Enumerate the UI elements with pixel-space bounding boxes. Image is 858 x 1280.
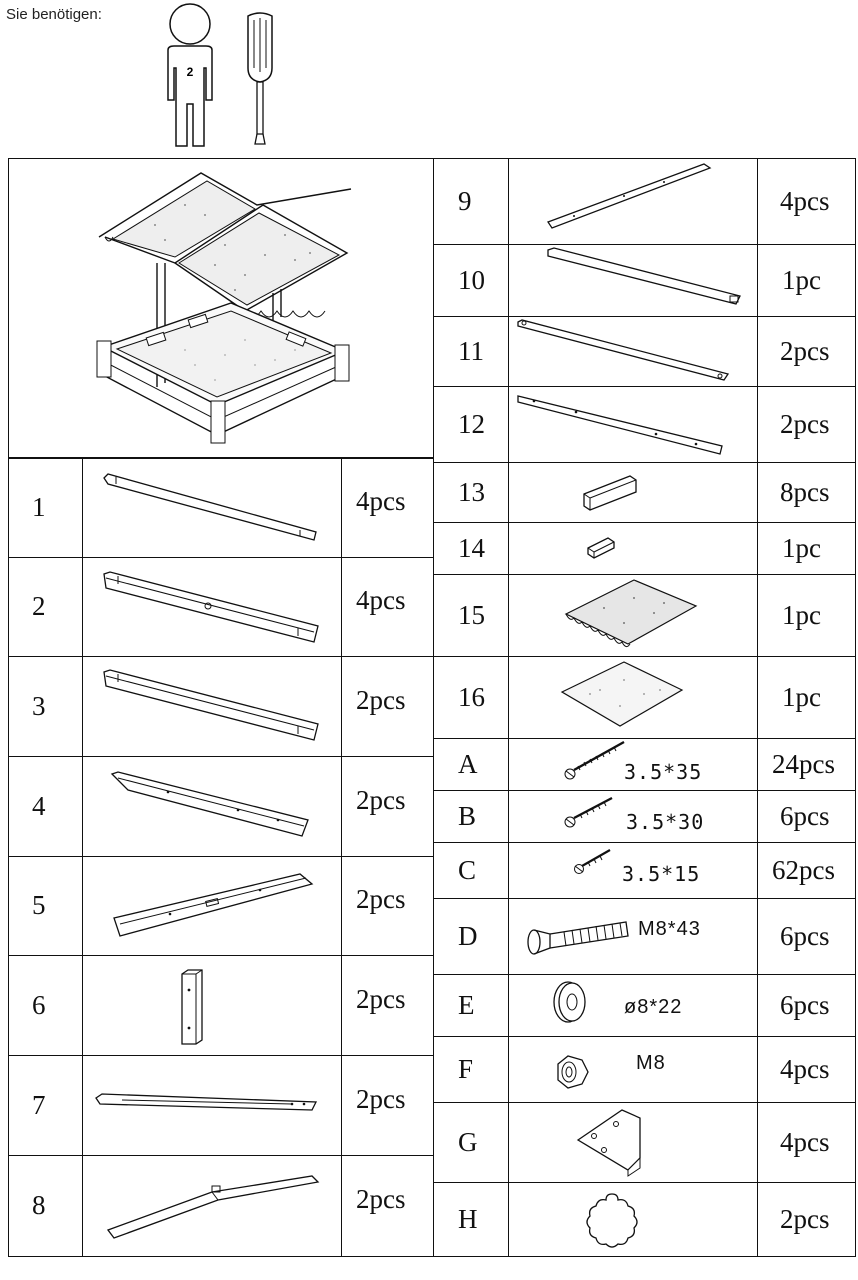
part-qty-13: 8pcs xyxy=(780,476,830,507)
part-label-G: G xyxy=(458,1126,478,1157)
spec-A: 3.5*35 xyxy=(624,760,703,784)
part-label-H: H xyxy=(458,1203,478,1234)
left-row-label-cell xyxy=(8,656,83,757)
part-qty-10: 1pc xyxy=(782,264,821,295)
part-13-drawing xyxy=(582,474,638,516)
part-qty-7: 2pcs xyxy=(356,1184,406,1214)
left-row-label-cell xyxy=(8,557,83,657)
part-qty-0: 4pcs xyxy=(356,486,406,516)
part-qty-15: 1pc xyxy=(782,599,821,630)
part-label-A: A xyxy=(458,748,478,779)
part-label-13: 13 xyxy=(458,476,485,507)
spec-B: 3.5*30 xyxy=(626,810,705,834)
part-label-1: 2 xyxy=(32,591,46,621)
part-qty-1: 4pcs xyxy=(356,585,406,615)
part-qty-4: 2pcs xyxy=(356,884,406,914)
screwdriver-icon xyxy=(240,10,280,150)
part-qty-2: 2pcs xyxy=(356,684,406,715)
part-qty-F: 4pcs xyxy=(780,1053,830,1084)
part-qty-12: 2pcs xyxy=(780,408,830,439)
part-qty-B: 6pcs xyxy=(780,800,830,831)
part-qty-E: 6pcs xyxy=(780,989,830,1020)
part-qty-9: 4pcs xyxy=(780,185,830,216)
part-3-drawing xyxy=(100,668,320,748)
spec-E: ø8*22 xyxy=(624,996,683,1018)
part-label-E: E xyxy=(458,989,475,1020)
part-qty-H: 2pcs xyxy=(780,1203,830,1234)
part-7-drawing xyxy=(92,1090,322,1120)
sandbox-overview-drawing xyxy=(95,165,355,455)
part-label-10: 10 xyxy=(458,264,485,295)
part-label-B: B xyxy=(458,800,477,831)
screw-a-drawing xyxy=(562,740,628,782)
part-qty-16: 1pc xyxy=(782,681,821,712)
bracket-g-drawing xyxy=(574,1106,650,1178)
spec-F: M8 xyxy=(636,1052,666,1074)
person-icon xyxy=(160,2,220,152)
part-label-5: 6 xyxy=(32,989,46,1020)
part-label-14: 14 xyxy=(458,532,485,563)
part-5-drawing xyxy=(110,868,320,948)
tools-needed-label: Sie benötigen: xyxy=(6,6,102,23)
part-qty-D: 6pcs xyxy=(780,920,830,951)
part-label-11: 11 xyxy=(458,335,484,366)
part-label-7: 8 xyxy=(32,1190,46,1220)
part-qty-C: 62pcs xyxy=(772,854,835,885)
part-label-3: 4 xyxy=(32,790,46,821)
part-label-6: 7 xyxy=(32,1089,46,1120)
part-14-drawing xyxy=(586,536,616,562)
part-11-drawing xyxy=(514,318,734,384)
left-row-drawing-cell xyxy=(82,955,342,1056)
washer-e-drawing xyxy=(548,978,590,1028)
spec-D: M8*43 xyxy=(638,918,701,940)
screw-c-drawing xyxy=(572,848,614,876)
left-row-label-cell xyxy=(8,458,83,558)
nut-f-drawing xyxy=(554,1052,592,1092)
screw-b-drawing xyxy=(562,796,616,830)
left-row-label-cell xyxy=(8,1055,83,1156)
part-label-16: 16 xyxy=(458,681,485,712)
part-qty-G: 4pcs xyxy=(780,1126,830,1157)
part-qty-5: 2pcs xyxy=(356,983,406,1014)
right-row-drawing-cell xyxy=(508,1036,758,1103)
part-label-2: 3 xyxy=(32,690,46,721)
left-row-label-cell xyxy=(8,955,83,1056)
left-row-label-cell xyxy=(8,856,83,956)
part-16-drawing xyxy=(560,660,684,730)
part-label-0: 1 xyxy=(32,492,46,522)
person-count: 2 xyxy=(186,65,194,79)
knob-h-drawing xyxy=(584,1190,640,1246)
bolt-d-drawing xyxy=(524,914,630,962)
part-label-12: 12 xyxy=(458,408,485,439)
part-1-drawing xyxy=(100,470,320,550)
part-4-drawing xyxy=(108,770,318,840)
left-row-label-cell xyxy=(8,1155,83,1257)
part-qty-3: 2pcs xyxy=(356,784,406,815)
part-label-9: 9 xyxy=(458,185,472,216)
part-8-drawing xyxy=(104,1172,324,1242)
part-9-drawing xyxy=(544,160,714,238)
part-2-drawing xyxy=(100,570,320,650)
part-label-D: D xyxy=(458,920,478,951)
spec-C: 3.5*15 xyxy=(622,862,701,886)
part-label-F: F xyxy=(458,1053,474,1084)
part-qty-11: 2pcs xyxy=(780,335,830,366)
part-qty-A: 24pcs xyxy=(772,748,835,779)
part-qty-6: 2pcs xyxy=(356,1083,406,1114)
part-12-drawing xyxy=(516,394,726,460)
part-label-15: 15 xyxy=(458,599,485,630)
part-6-drawing xyxy=(180,968,210,1048)
part-label-4: 5 xyxy=(32,890,46,920)
part-label-C: C xyxy=(458,854,477,885)
right-row-drawing-cell xyxy=(508,522,758,575)
part-10-drawing xyxy=(544,246,744,310)
part-qty-14: 1pc xyxy=(782,532,821,563)
part-15-drawing xyxy=(564,578,698,656)
